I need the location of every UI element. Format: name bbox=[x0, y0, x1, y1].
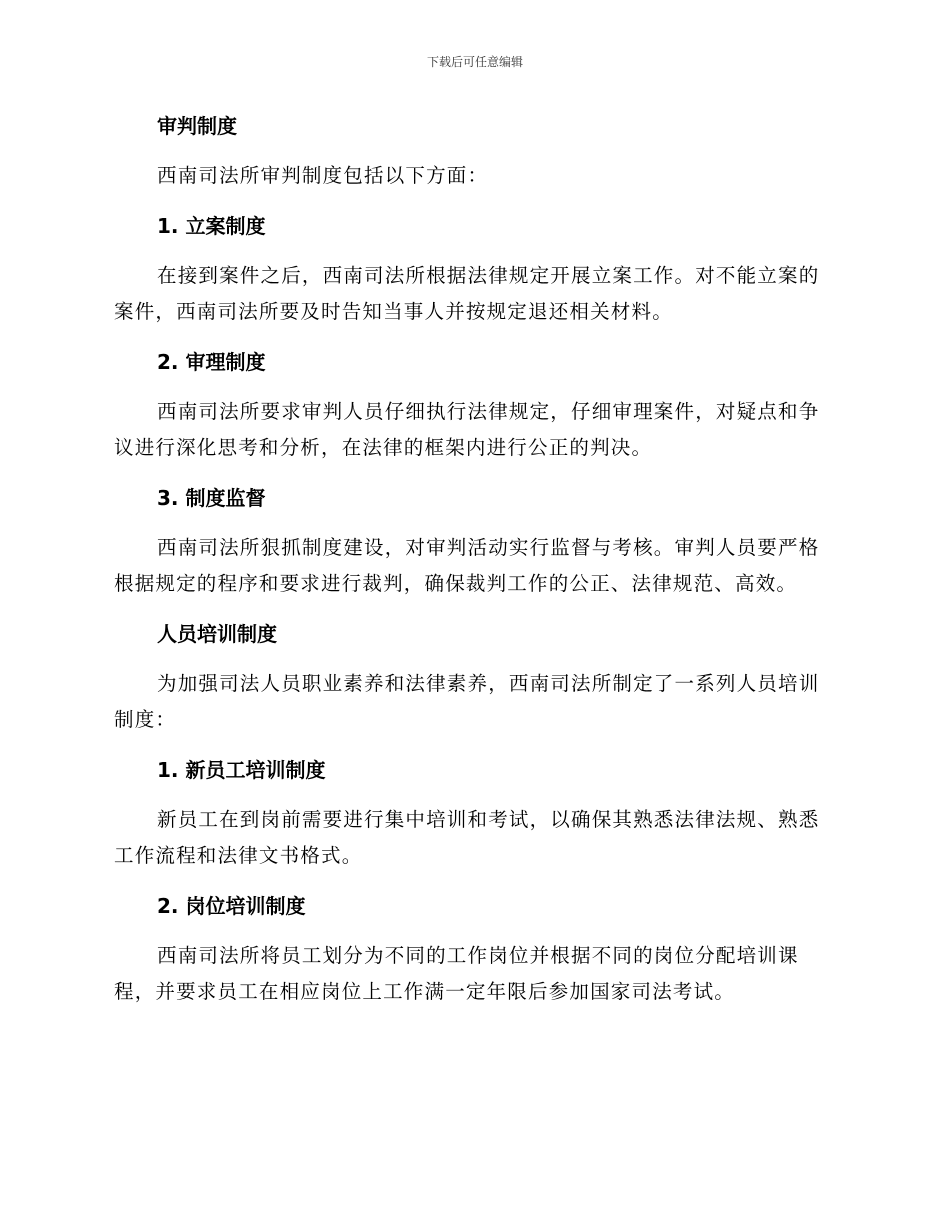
subheading-new-staff-training: 1. 新员工培训制度 bbox=[157, 758, 326, 782]
paragraph-training-intro: 为加强司法人员职业素养和法律素养，西南司法所制定了一系列人员培训制度： bbox=[114, 672, 820, 731]
paragraph-filing: 在接到案件之后，西南司法所根据法律规定开展立案工作。对不能立案的案件，西南司法所要及时告知当事人并按规定退还相关材料。 bbox=[114, 264, 820, 323]
section-heading-trial-system: 审判制度 bbox=[157, 114, 237, 138]
paragraph-new-staff-training: 新员工在到岗前需要进行集中培训和考试，以确保其熟悉法律法规、熟悉工作流程和法律文书格式。 bbox=[114, 808, 820, 867]
paragraph-hearing: 西南司法所要求审判人员仔细执行法律规定，仔细审理案件，对疑点和争议进行深化思考和分析，在法律的框架内进行公正的判决。 bbox=[114, 400, 820, 459]
subheading-system-supervision: 3. 制度监督 bbox=[157, 486, 266, 510]
section-heading-staff-training: 人员培训制度 bbox=[157, 622, 277, 646]
subheading-hearing-system: 2. 审理制度 bbox=[157, 350, 266, 374]
subheading-filing-system: 1. 立案制度 bbox=[157, 214, 266, 238]
subheading-post-training: 2. 岗位培训制度 bbox=[157, 894, 306, 918]
paragraph-trial-intro: 西南司法所审判制度包括以下方面： bbox=[157, 164, 489, 187]
document-body bbox=[114, 108, 830, 1024]
paragraph-post-training: 西南司法所将员工划分为不同的工作岗位并根据不同的岗位分配培训课程，并要求员工在相应岗位上工作满一定年限后参加国家司法考试。 bbox=[114, 944, 799, 1003]
page-header-note: 下载后可任意编辑 bbox=[426, 55, 523, 69]
paragraph-supervision: 西南司法所狠抓制度建设，对审判活动实行监督与考核。审判人员要严格根据规定的程序和要求进行裁判，确保裁判工作的公正、法律规范、高效。 bbox=[114, 536, 820, 595]
